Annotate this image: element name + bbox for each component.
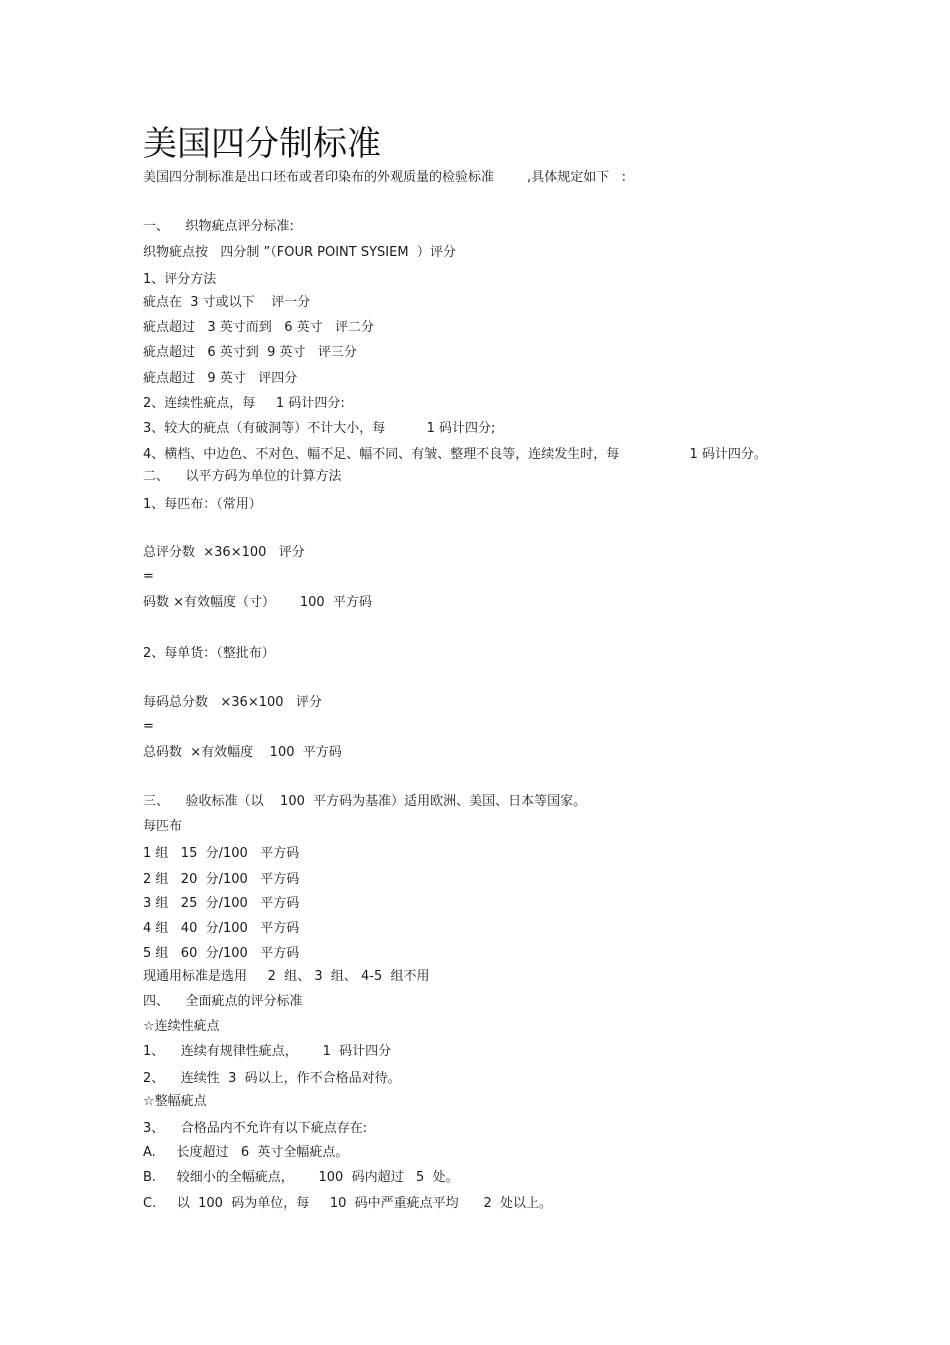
section-1-line-4: 疵点超过 3 英寸而到 6 英寸 评二分 [143, 320, 374, 335]
section-1-line-3: 疵点在 3 寸或以下 评一分 [143, 295, 311, 310]
formula-2-numerator: 每码总分数 ×36×100 评分 [143, 695, 322, 710]
grade-row-3: 3 组 25 分/100 平方码 [143, 896, 300, 911]
section-3-heading: 三、 验收标准（以 100 平方码为基准）适用欧洲、美国、日本等国家。 [143, 794, 587, 809]
section-4-line-5: 3、 合格品内不允许有以下疵点存在: [143, 1121, 368, 1136]
section-1-heading: 一、 织物疵点评分标准: [143, 219, 294, 234]
section-4-heading: 四、 全面疵点的评分标准 [143, 994, 303, 1009]
section-3-line-1: 每匹布 [143, 819, 183, 834]
section-2-heading: 二、 以平方码为单位的计算方法 [143, 469, 342, 484]
grade-row-4: 4 组 40 分/100 平方码 [143, 921, 300, 936]
formula-2-equals: = [143, 719, 154, 734]
section-1-line-8: 3、较大的疵点（有破洞等）不计大小，每 1 码计四分; [143, 421, 496, 436]
formula-2-denominator: 总码数 ×有效幅度 100 平方码 [143, 745, 342, 760]
section-1-line-6: 疵点超过 9 英寸 评四分 [143, 371, 298, 386]
section-4-line-7: B. 较细小的全幅疵点， 100 码内超过 5 处。 [143, 1170, 459, 1185]
grade-row-2: 2 组 20 分/100 平方码 [143, 872, 300, 887]
section-4-line-4: ☆整幅疵点 [143, 1094, 207, 1109]
section-4-line-3: 2、 连续性 3 码以上，作不合格品对待。 [143, 1071, 401, 1086]
section-4-line-2: 1、 连续有规律性疵点， 1 码计四分 [143, 1044, 392, 1059]
section-2-line-1: 1、每匹布：（常用） [143, 497, 262, 512]
grade-row-5: 5 组 60 分/100 平方码 [143, 946, 300, 961]
formula-1-numerator: 总评分数 ×36×100 评分 [143, 545, 305, 560]
section-4-line-8: C. 以 100 码为单位，每 10 码中严重疵点平均 2 处以上。 [143, 1196, 553, 1211]
intro-text: 美国四分制标准是出口坯布或者印染布的外观质量的检验标准 ,具体规定如下 : [143, 170, 626, 185]
section-1-line-7: 2、连续性疵点，每 1 码计四分: [143, 396, 345, 411]
section-4-line-6: A. 长度超过 6 英寸全幅疵点。 [143, 1145, 349, 1160]
section-2-line-5: 2、每单货：（整批布） [143, 646, 275, 661]
section-4-line-1: ☆连续性疵点 [143, 1019, 220, 1034]
section-1-line-2: 1、评分方法 [143, 272, 217, 287]
formula-1-equals: = [143, 569, 154, 584]
section-1-line-9: 4、横档、中边色、不对色、幅不足、幅不同、有皱、整理不良等，连续发生时，每 1 码计四分。 [143, 447, 767, 462]
formula-1-denominator: 码数 ×有效幅度（寸） 100 平方码 [143, 595, 372, 610]
section-1-line-1: 织物疵点按 四分制 ”（FOUR POINT SYSIEM ）评分 [143, 245, 456, 260]
section-3-line-7: 现通用标准是选用 2 组、 3 组、 4-5 组不用 [143, 969, 430, 984]
document-title: 美国四分制标准 [143, 124, 381, 164]
section-1-line-5: 疵点超过 6 英寸到 9 英寸 评三分 [143, 345, 357, 360]
grade-row-1: 1 组 15 分/100 平方码 [143, 846, 300, 861]
